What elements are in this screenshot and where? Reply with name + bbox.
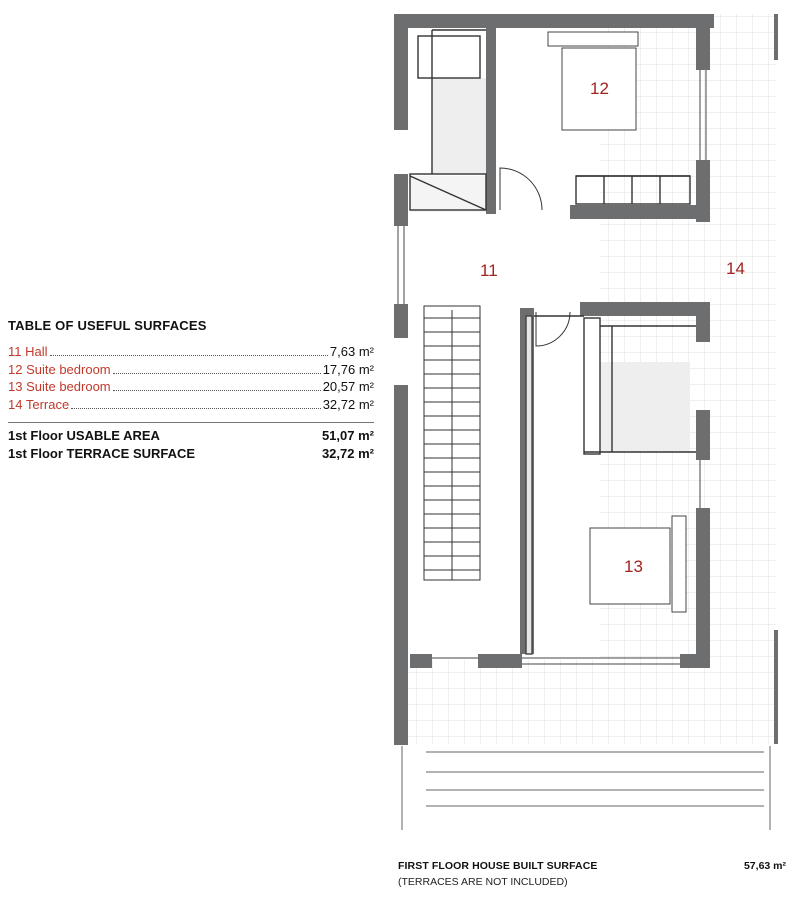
terrace-surface-total [8, 445, 374, 463]
usable-area-total [8, 427, 374, 445]
row-leader [71, 408, 321, 409]
total-label: 1st Floor TERRACE SURFACE [8, 446, 196, 461]
footer-row [398, 860, 786, 872]
row-value: 20,57 m² [322, 379, 374, 394]
total-value: 32,72 m² [321, 446, 374, 461]
row-label: 14 Terrace [8, 396, 70, 412]
built-surface-footer [398, 860, 786, 888]
row-leader [113, 373, 321, 374]
row-leader [113, 390, 321, 391]
footer-value: 57,63 m² [743, 860, 786, 872]
total-value: 51,07 m² [321, 428, 374, 443]
room-number-13: 13 [624, 557, 643, 576]
row-leader [50, 355, 328, 356]
row-label: 11 Hall [8, 344, 48, 359]
room-number-14: 14 [726, 259, 745, 278]
table-row [8, 361, 374, 379]
table-divider [8, 422, 374, 423]
table-title: TABLE OF USEFUL SURFACES [8, 318, 207, 333]
room-number-11: 11 [480, 261, 498, 280]
row-value: 17,76 m² [322, 361, 374, 377]
footer-note: (TERRACES ARE NOT INCLUDED) [398, 876, 568, 888]
table-row [8, 378, 374, 396]
row-label: 12 Suite bedroom [8, 361, 111, 377]
row-value: 7,63 m² [329, 344, 374, 359]
stair [424, 306, 480, 580]
total-label: 1st Floor USABLE AREA [8, 428, 160, 443]
footer-label: FIRST FLOOR HOUSE BUILT SURFACE [398, 860, 598, 872]
row-label: 13 Suite bedroom [8, 379, 111, 394]
row-value: 32,72 m² [322, 396, 374, 412]
useful-surfaces-table [8, 318, 374, 463]
room-number-12: 12 [590, 79, 609, 98]
table-row [8, 343, 374, 361]
doors [500, 168, 570, 346]
table-row [8, 396, 374, 414]
exterior-steps [402, 746, 770, 830]
